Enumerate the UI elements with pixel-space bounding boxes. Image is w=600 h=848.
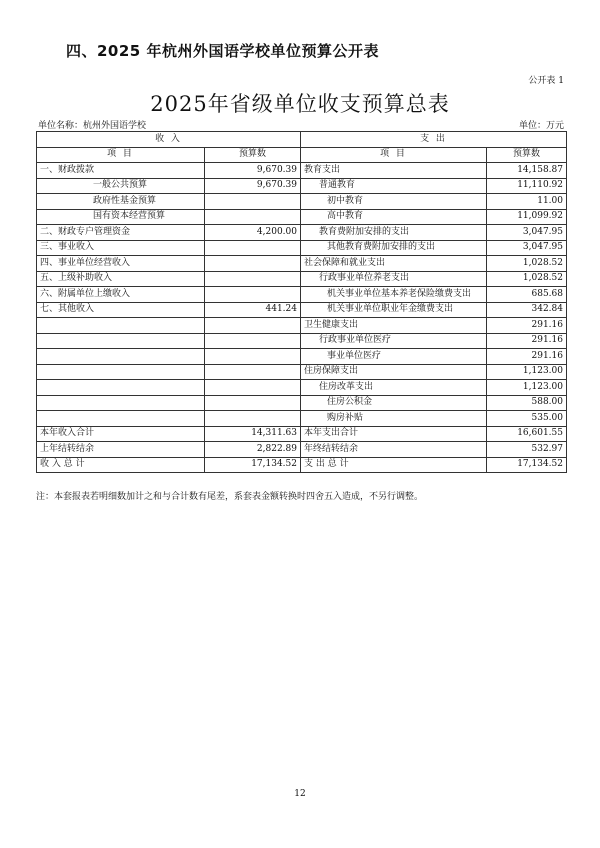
income-item: 七、其他收入 — [37, 302, 205, 318]
table-row — [37, 426, 567, 442]
table-row — [37, 395, 567, 411]
table-row — [37, 318, 567, 334]
income-item: 政府性基金预算 — [37, 194, 205, 210]
table-row — [37, 364, 567, 380]
expense-item-header: 项 目 — [301, 147, 487, 163]
income-item: 国有资本经营预算 — [37, 209, 205, 225]
table-row — [37, 287, 567, 303]
income-item — [37, 318, 205, 334]
table-row — [37, 349, 567, 365]
expense-value: 11,110.92 — [487, 178, 567, 194]
expense-value: 11.00 — [487, 194, 567, 210]
page-title: 2025年省级单位收支预算总表 — [150, 92, 450, 116]
expense-item: 购房补贴 — [301, 411, 487, 427]
table-row — [37, 240, 567, 256]
income-item — [37, 395, 205, 411]
expense-item: 年终结转结余 — [301, 442, 487, 458]
expense-item: 其他教育费附加安排的支出 — [301, 240, 487, 256]
income-value: 9,670.39 — [205, 163, 301, 179]
income-value — [205, 333, 301, 349]
page-number: 12 — [294, 789, 306, 799]
income-item: 一般公共预算 — [37, 178, 205, 194]
table-row — [37, 225, 567, 241]
income-item: 收 入 总 计 — [37, 457, 205, 473]
income-value: 14,311.63 — [205, 426, 301, 442]
expense-value: 16,601.55 — [487, 426, 567, 442]
expense-item: 住房公积金 — [301, 395, 487, 411]
table-row — [37, 209, 567, 225]
table-header-row — [37, 132, 567, 148]
expense-item: 教育费附加安排的支出 — [301, 225, 487, 241]
expense-item: 高中教育 — [301, 209, 487, 225]
table-row — [37, 442, 567, 458]
table-row — [37, 194, 567, 210]
table-row — [37, 380, 567, 396]
income-value — [205, 209, 301, 225]
expense-value: 291.16 — [487, 333, 567, 349]
expense-value: 3,047.95 — [487, 225, 567, 241]
income-value: 441.24 — [205, 302, 301, 318]
expense-item: 行政事业单位医疗 — [301, 333, 487, 349]
income-item: 六、附属单位上缴收入 — [37, 287, 205, 303]
income-item — [37, 411, 205, 427]
income-value — [205, 411, 301, 427]
income-value — [205, 318, 301, 334]
expense-value: 1,028.52 — [487, 271, 567, 287]
income-value — [205, 380, 301, 396]
income-value — [205, 395, 301, 411]
expense-item: 事业单位医疗 — [301, 349, 487, 365]
income-item: 五、上级补助收入 — [37, 271, 205, 287]
income-value — [205, 349, 301, 365]
expense-value: 17,134.52 — [487, 457, 567, 473]
income-item — [37, 364, 205, 380]
expense-value: 3,047.95 — [487, 240, 567, 256]
expense-item: 本年支出合计 — [301, 426, 487, 442]
table-row — [37, 256, 567, 272]
income-item: 四、事业单位经营收入 — [37, 256, 205, 272]
unit-name: 单位名称：杭州外国语学校 — [38, 121, 147, 131]
budget-summary-table — [36, 131, 567, 473]
footnote: 注：本套报表若明细数加计之和与合计数有尾差，系套表金额转换时四舍五入造成，不另行调整。 — [36, 492, 424, 502]
expense-item: 普通教育 — [301, 178, 487, 194]
table-row — [37, 302, 567, 318]
expense-item: 卫生健康支出 — [301, 318, 487, 334]
table-row — [37, 271, 567, 287]
income-item: 本年收入合计 — [37, 426, 205, 442]
expense-item: 住房改革支出 — [301, 380, 487, 396]
unit-info-row — [38, 118, 564, 131]
expense-value: 588.00 — [487, 395, 567, 411]
expense-item: 住房保障支出 — [301, 364, 487, 380]
currency-unit: 单位：万元 — [518, 121, 564, 131]
expense-value: 1,123.00 — [487, 380, 567, 396]
expense-value: 342.84 — [487, 302, 567, 318]
income-value — [205, 194, 301, 210]
expense-item: 支 出 总 计 — [301, 457, 487, 473]
expense-item: 机关事业单位基本养老保险缴费支出 — [301, 287, 487, 303]
expense-budget-header: 预算数 — [487, 147, 567, 163]
income-item: 三、事业收入 — [37, 240, 205, 256]
income-budget-header: 预算数 — [205, 147, 301, 163]
expense-value: 535.00 — [487, 411, 567, 427]
income-value — [205, 287, 301, 303]
section-title: 四、2025 年杭州外国语学校单位预算公开表 — [66, 42, 379, 60]
expense-item: 社会保障和就业支出 — [301, 256, 487, 272]
income-item: 一、财政拨款 — [37, 163, 205, 179]
income-item-header: 项 目 — [37, 147, 205, 163]
expense-item: 初中教育 — [301, 194, 487, 210]
table-row — [37, 178, 567, 194]
expense-value: 291.16 — [487, 349, 567, 365]
income-value: 9,670.39 — [205, 178, 301, 194]
expense-item: 行政事业单位养老支出 — [301, 271, 487, 287]
income-value — [205, 364, 301, 380]
expense-item: 教育支出 — [301, 163, 487, 179]
income-value: 2,822.89 — [205, 442, 301, 458]
expense-header: 支 出 — [301, 132, 567, 148]
income-header: 收 入 — [37, 132, 301, 148]
table-subheader-row — [37, 147, 567, 163]
income-value — [205, 240, 301, 256]
table-row — [37, 163, 567, 179]
form-number: 公开表 1 — [528, 76, 564, 86]
expense-value: 14,158.87 — [487, 163, 567, 179]
expense-value: 1,123.00 — [487, 364, 567, 380]
income-item — [37, 349, 205, 365]
income-value: 4,200.00 — [205, 225, 301, 241]
income-item — [37, 333, 205, 349]
expense-value: 1,028.52 — [487, 256, 567, 272]
income-value: 17,134.52 — [205, 457, 301, 473]
income-value — [205, 256, 301, 272]
income-item: 上年结转结余 — [37, 442, 205, 458]
income-item — [37, 380, 205, 396]
table-row — [37, 411, 567, 427]
table-row — [37, 333, 567, 349]
table-row — [37, 457, 567, 473]
income-value — [205, 271, 301, 287]
expense-value: 11,099.92 — [487, 209, 567, 225]
expense-item: 机关事业单位职业年金缴费支出 — [301, 302, 487, 318]
expense-value: 532.97 — [487, 442, 567, 458]
income-item: 二、财政专户管理资金 — [37, 225, 205, 241]
expense-value: 685.68 — [487, 287, 567, 303]
expense-value: 291.16 — [487, 318, 567, 334]
